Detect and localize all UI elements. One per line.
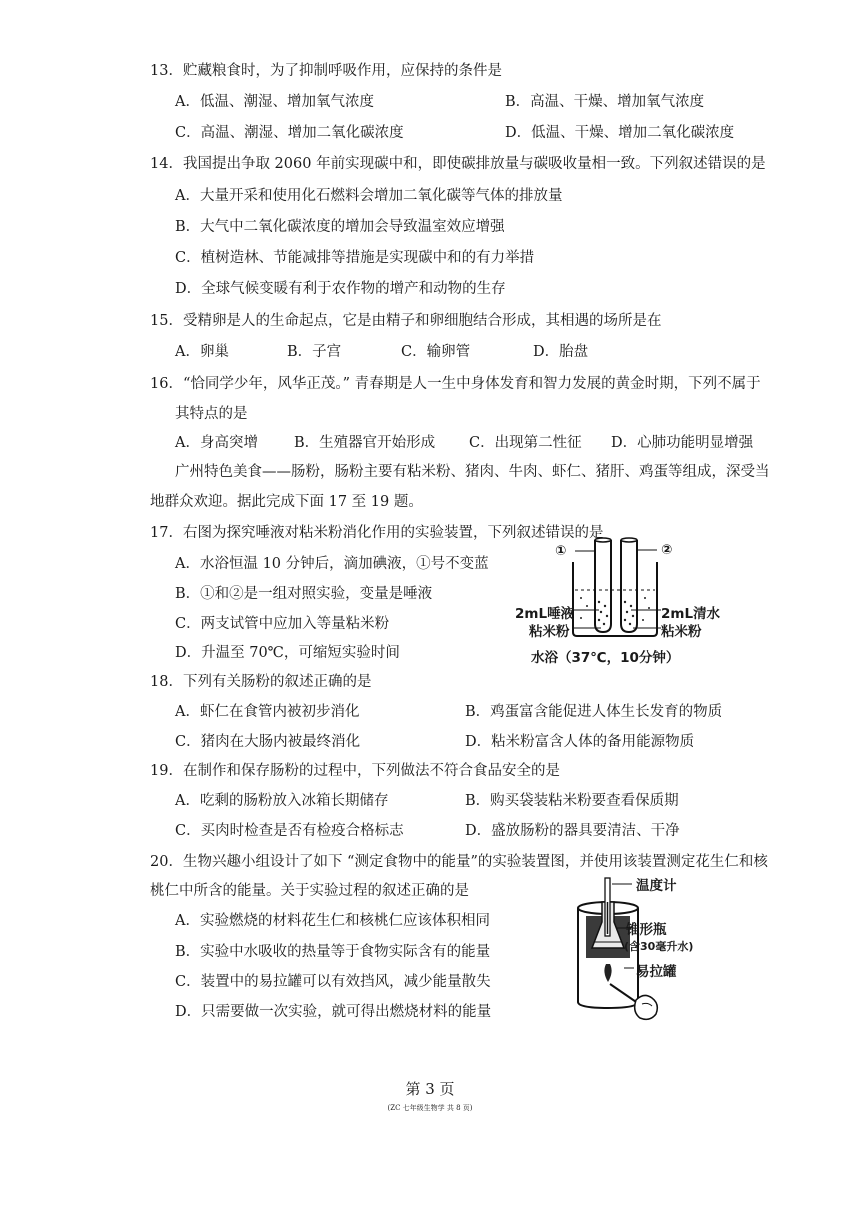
q17-stem: 17．右图为探究唾液对粘米粉消化作用的实验装置，下列叙述错误的是 [150,525,604,541]
flask-label: 锥形瓶 [626,922,667,938]
q14-option-d: D．全球气候变暖有利于农作物的增产和动物的生存 [175,281,506,297]
q20-figure [570,872,730,1032]
q20-stem-line1: 20．生物兴趣小组设计了如下 “测定食物中的能量”的实验装置图，并使用该装置测定花生仁和核 [150,854,768,870]
q17-option-d: D．升温至 70℃，可缩短实验时间 [175,645,400,661]
q16-option-a: A．身高突增 [175,435,258,451]
tube-1-label: ① [555,543,567,559]
q17-option-b: B．①和②是一组对照实验，变量是唾液 [175,586,433,602]
q16-option-b: B．生殖器官开始形成 [294,435,436,451]
q20-option-d: D．只需要做一次实验，就可得出燃烧材料的能量 [175,1004,492,1020]
test-tube-2 [621,540,637,632]
q19-option-d: D．盛放肠粉的器具要清洁、干净 [465,823,680,839]
beaker [573,562,657,636]
water-bath-caption: 水浴（37℃，10分钟） [531,650,680,666]
rice-flour-right-label: 粘米粉 [661,624,702,640]
q15-option-b: B．子宫 [287,344,342,360]
thermometer-label: 温度计 [636,878,677,894]
q13-option-b: B．高温、干燥、增加氧气浓度 [505,94,705,110]
q20-stem-line2: 桃仁中所含的能量。关于实验过程的叙述正确的是 [150,883,469,899]
q17-option-c: C．两支试管中应加入等量粘米粉 [175,616,390,632]
tube-2-label: ② [661,542,673,558]
saliva-label: 2mL唾液 [515,606,575,622]
q14-option-a: A．大量开采和使用化石燃料会增加二氧化碳等气体的排放量 [175,188,563,204]
q19-stem: 19．在制作和保存肠粉的过程中，下列做法不符合食品安全的是 [150,763,560,779]
q15-option-a: A．卵巢 [175,344,229,360]
rice-flour-left-label: 粘米粉 [529,624,570,640]
q13-option-d: D．低温、干燥、增加二氧化碳浓度 [505,125,735,141]
can-label: 易拉罐 [636,964,677,980]
q18-option-d: D．粘米粉富含人体的备用能源物质 [465,734,695,750]
q16-stem-line1: 16．“恰同学少年，风华正茂。” 青春期是人一生中身体发育和智力发展的黄金时期，下列不属于 [150,376,761,392]
q18-option-b: B．鸡蛋富含能促进人体生长发育的物质 [465,704,723,720]
hand [635,995,658,1019]
q15-option-c: C．输卵管 [401,344,471,360]
intro-line2: 地群众欢迎。据此完成下面 17 至 19 题。 [150,494,423,510]
q15-stem: 15．受精卵是人的生命起点，它是由精子和卵细胞结合形成，其相遇的场所是在 [150,313,662,329]
page-info: (ZC 七年级生物学 共 8 页) [387,1104,473,1112]
page-number: 第 3 页 [405,1080,455,1098]
q17-figure [515,536,735,671]
q18-stem: 18．下列有关肠粉的叙述正确的是 [150,674,372,690]
q15-option-d: D．胎盘 [533,344,589,360]
intro-line1: 广州特色美食——肠粉，肠粉主要有粘米粉、猪肉、牛肉、虾仁、猪肝、鸡蛋等组成，深受当 [175,464,770,480]
q14-option-b: B．大气中二氧化碳浓度的增加会导致温室效应增强 [175,219,505,235]
q20-option-b: B．实验中水吸收的热量等于食物实际含有的能量 [175,944,491,960]
q13-stem: 13．贮藏粮食时，为了抑制呼吸作用，应保持的条件是 [150,63,502,79]
q19-option-b: B．购买袋装粘米粉要查看保质期 [465,793,679,809]
q18-option-a: A．虾仁在食管内被初步消化 [175,704,360,720]
water-label: 2mL清水 [661,606,721,622]
q16-option-c: C．出现第二性征 [469,435,582,451]
q13-option-a: A．低温、潮湿、增加氧气浓度 [175,94,374,110]
q19-option-a: A．吃剩的肠粉放入冰箱长期储存 [175,793,389,809]
flask-note-label: (含30毫升水) [624,940,694,953]
q20-option-a: A．实验燃烧的材料花生仁和核桃仁应该体积相同 [175,913,490,929]
q13-option-c: C．高温、潮湿、增加二氧化碳浓度 [175,125,404,141]
q20-option-c: C．装置中的易拉罐可以有效挡风，减少能量散失 [175,974,491,990]
q19-option-c: C．买肉时检查是否有检疫合格标志 [175,823,404,839]
q14-option-c: C．植树造林、节能减排等措施是实现碳中和的有力举措 [175,250,535,266]
q16-stem-line2: 其特点的是 [175,406,248,422]
test-tube-1 [595,540,611,632]
q17-option-a: A．水浴恒温 10 分钟后，滴加碘液，①号不变蓝 [175,556,489,572]
q16-option-d: D．心肺功能明显增强 [611,435,754,451]
q18-option-c: C．猪肉在大肠内被最终消化 [175,734,361,750]
q14-stem: 14．我国提出争取 2060 年前实现碳中和，即使碳排放量与碳吸收量相一致。下列叙述错误的是 [150,156,766,172]
